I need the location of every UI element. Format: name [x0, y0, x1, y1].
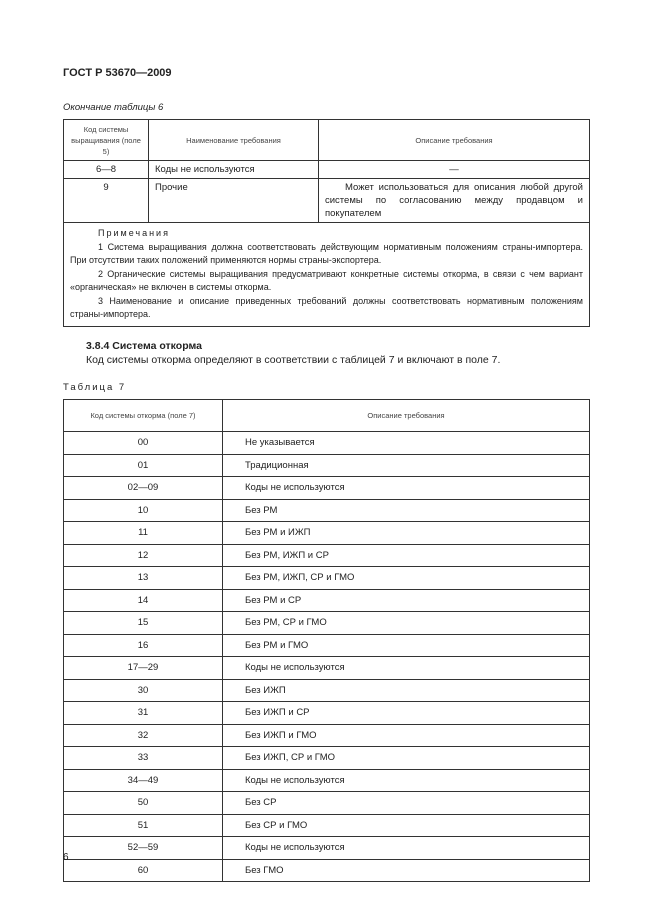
- code-cell: 34—49: [64, 769, 223, 792]
- code-cell: 00: [64, 432, 223, 455]
- table-row: [64, 522, 590, 545]
- code-cell: 12: [64, 544, 223, 567]
- table-row: [64, 567, 590, 590]
- code-cell: 60: [64, 859, 223, 882]
- col-header: Код системы откорма (поле 7): [64, 400, 223, 432]
- code-cell: 10: [64, 499, 223, 522]
- code-cell: 31: [64, 702, 223, 725]
- table-row: [64, 179, 590, 223]
- table-row: [64, 792, 590, 815]
- table-row: [64, 477, 590, 500]
- section-title: 3.8.4 Система откорма: [86, 340, 202, 352]
- description-cell: Коды не используются: [223, 477, 590, 500]
- col-header: Код системы выращивания (поле 5): [64, 120, 149, 161]
- table7-caption: Таблица 7: [63, 382, 127, 393]
- code-cell: 30: [64, 679, 223, 702]
- cell: Коды не используются: [149, 161, 319, 179]
- code-cell: 33: [64, 747, 223, 770]
- description-cell: Без РМ: [223, 499, 590, 522]
- cell: 9: [64, 179, 149, 223]
- code-cell: 14: [64, 589, 223, 612]
- table-row: [64, 634, 590, 657]
- section-text: Код системы откорма определяют в соответствии с таблицей 7 и включают в поле 7.: [86, 354, 501, 366]
- table-notes: [64, 223, 590, 327]
- table-row: [64, 837, 590, 860]
- description-cell: Без РМ, ИЖП, СР и ГМО: [223, 567, 590, 590]
- col-header: Наименование требования: [149, 120, 319, 161]
- table-row: [64, 702, 590, 725]
- description-cell: Без ИЖП, СР и ГМО: [223, 747, 590, 770]
- description-cell: Коды не используются: [223, 657, 590, 680]
- table-row: [64, 747, 590, 770]
- description-cell: Без ИЖП и ГМО: [223, 724, 590, 747]
- table-row: [64, 679, 590, 702]
- description-cell: Не указывается: [223, 432, 590, 455]
- table-row: [64, 432, 590, 455]
- cell: Может использоваться для описания любой другой системы по согласованию между продавцом и покупателем: [319, 179, 590, 223]
- description-cell: Без РМ и ГМО: [223, 634, 590, 657]
- table-6: [63, 119, 590, 327]
- table-row: [64, 612, 590, 635]
- description-cell: Без ИЖП: [223, 679, 590, 702]
- cell: 6—8: [64, 161, 149, 179]
- code-cell: 52—59: [64, 837, 223, 860]
- table-row: [64, 589, 590, 612]
- notes-title: Примечания: [98, 228, 170, 238]
- description-cell: Без РМ, ИЖП и СР: [223, 544, 590, 567]
- description-cell: Коды не используются: [223, 769, 590, 792]
- table-row: [64, 657, 590, 680]
- description-cell: Без СР и ГМО: [223, 814, 590, 837]
- code-cell: 51: [64, 814, 223, 837]
- table-row: [64, 161, 590, 179]
- table-row: [64, 499, 590, 522]
- table-row: [64, 769, 590, 792]
- note: 3 Наименование и описание приведенных требований должны соответствовать нормативным положениям страны-импортера.: [70, 295, 583, 319]
- code-cell: 01: [64, 454, 223, 477]
- description-cell: Без РМ и СР: [223, 589, 590, 612]
- code-cell: 50: [64, 792, 223, 815]
- description-cell: Без СР: [223, 792, 590, 815]
- code-cell: 13: [64, 567, 223, 590]
- table-row: [64, 544, 590, 567]
- table6-caption: Окончание таблицы 6: [63, 102, 164, 113]
- description-cell: Без РМ и ИЖП: [223, 522, 590, 545]
- page-number: 6: [63, 852, 69, 863]
- table-7: [63, 399, 590, 882]
- description-cell: Коды не используются: [223, 837, 590, 860]
- code-cell: 16: [64, 634, 223, 657]
- code-cell: 32: [64, 724, 223, 747]
- table-row: [64, 859, 590, 882]
- cell: Прочие: [149, 179, 319, 223]
- code-cell: 11: [64, 522, 223, 545]
- note: 2 Органические системы выращивания предусматривают конкретные системы откорма, в связи с чем вариант «органическая» не включен в системы откорма.: [70, 268, 583, 292]
- table-row: [64, 724, 590, 747]
- cell: —: [319, 161, 590, 179]
- code-cell: 15: [64, 612, 223, 635]
- code-cell: 17—29: [64, 657, 223, 680]
- description-cell: Без ГМО: [223, 859, 590, 882]
- document-header: ГОСТ Р 53670—2009: [63, 67, 172, 79]
- description-cell: Без РМ, СР и ГМО: [223, 612, 590, 635]
- table-row: [64, 814, 590, 837]
- table-row: [64, 454, 590, 477]
- note: 1 Система выращивания должна соответствовать действующим нормативным положениям страны-импортера. При отсутствии таких положений применяются нормы страны-экспортера.: [70, 241, 583, 265]
- description-cell: Традиционная: [223, 454, 590, 477]
- col-header: Описание требования: [319, 120, 590, 161]
- col-header: Описание требования: [223, 400, 590, 432]
- description-cell: Без ИЖП и СР: [223, 702, 590, 725]
- code-cell: 02—09: [64, 477, 223, 500]
